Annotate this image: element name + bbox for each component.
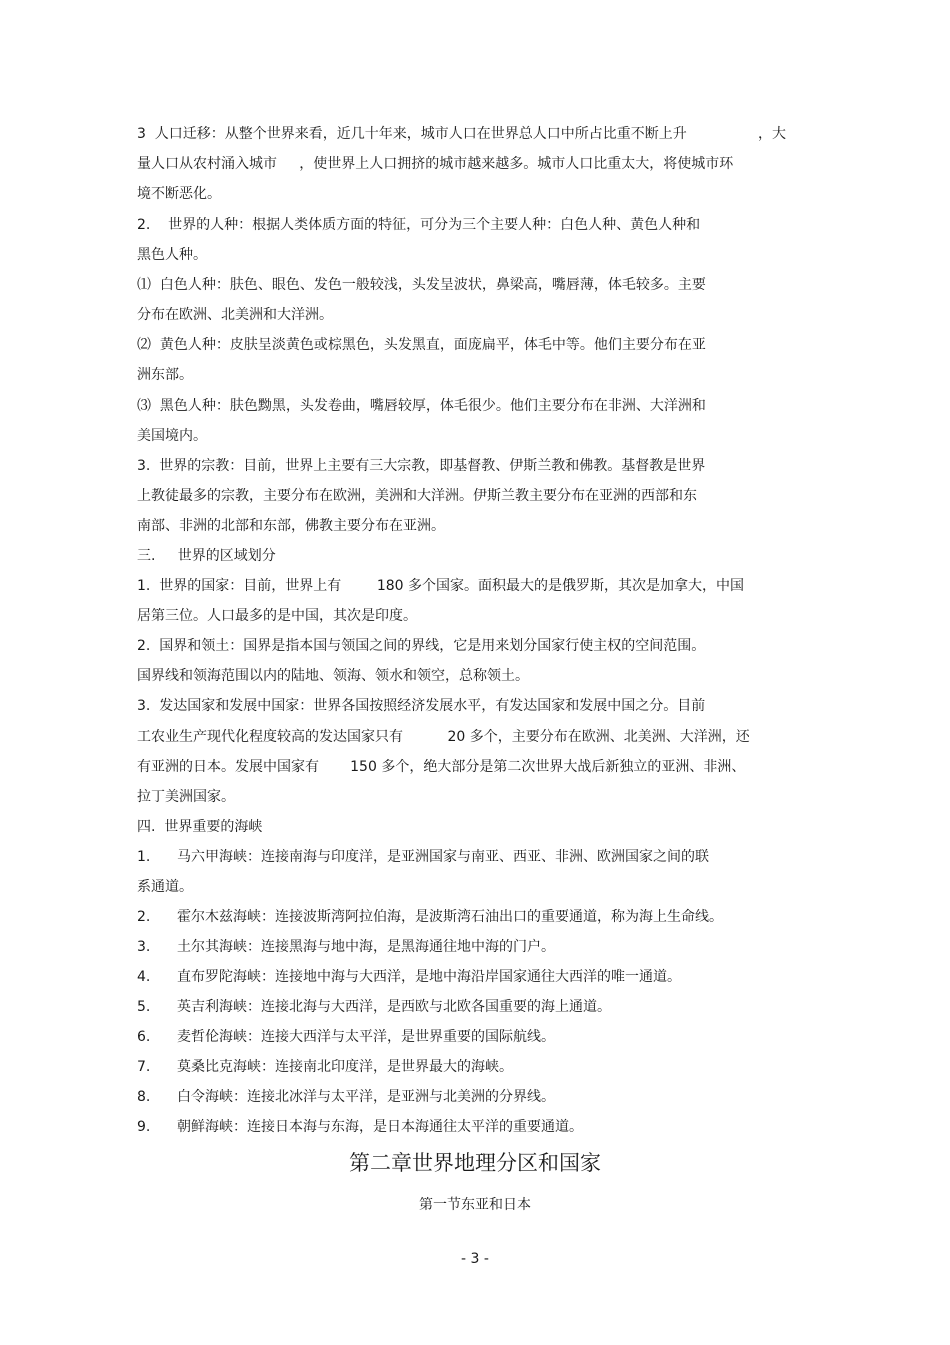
text-line: 居第三位。人口最多的是中国，其次是印度。 bbox=[137, 608, 417, 624]
text-line: 2. 世界的人种：根据人类体质方面的特征，可分为三个主要人种：白色人种、黄色人种和 bbox=[137, 217, 701, 233]
text-line: 4. 直布罗陀海峡：连接地中海与大西洋，是地中海沿岸国家通往大西洋的唯一通道。 bbox=[137, 969, 682, 985]
text-line: 洲东部。 bbox=[137, 367, 193, 383]
text-line: 1. 世界的国家：目前，世界上有 180 多个国家。面积最大的是俄罗斯，其次是加拿大，中国 bbox=[137, 578, 745, 594]
text-line: 黑色人种。 bbox=[137, 247, 207, 263]
text-line: 分布在欧洲、北美洲和大洋洲。 bbox=[137, 307, 333, 323]
text-line: 有亚洲的日本。发展中国家有 150 多个，绝大部分是第二次世界大战后新独立的亚洲、非洲、 bbox=[137, 759, 746, 775]
text-line: 拉丁美洲国家。 bbox=[137, 789, 235, 805]
text-line: 8. 白令海峡：连接北冰洋与太平洋，是亚洲与北美洲的分界线。 bbox=[137, 1089, 556, 1105]
text-line: 工农业生产现代化程度较高的发达国家只有 20 多个，主要分布在欧洲、北美洲、大洋洲，还 bbox=[137, 729, 750, 745]
text-line: 3. 发达国家和发展中国家：世界各国按照经济发展水平，有发达国家和发展中国之分。目前 bbox=[137, 698, 706, 714]
text-line: ⑶ 黑色人种：肤色黝黑，头发卷曲，嘴唇较厚，体毛很少。他们主要分布在非洲、大洋洲和 bbox=[137, 398, 706, 414]
text-line: 5. 英吉利海峡：连接北海与大西洋，是西欧与北欧各国重要的海上通道。 bbox=[137, 999, 612, 1015]
text-line: 2. 国界和领土：国界是指本国与领国之间的界线，它是用来划分国家行使主权的空间范围。 bbox=[137, 638, 706, 654]
text-line: 国界线和领海范围以内的陆地、领海、领水和领空，总称领土。 bbox=[137, 668, 529, 684]
text-line: 量人口从农村涌入城市 ，使世界上人口拥挤的城市越来越多。城市人口比重太大，将使城市环 bbox=[137, 156, 734, 172]
text-line: 境不断恶化。 bbox=[137, 186, 221, 202]
text-line: 南部、非洲的北部和东部，佛教主要分布在亚洲。 bbox=[137, 518, 445, 534]
text-line: 2. 霍尔木兹海峡：连接波斯湾阿拉伯海，是波斯湾石油出口的重要通道，称为海上生命线。 bbox=[137, 909, 724, 925]
text-line: 系通道。 bbox=[137, 879, 193, 895]
text-line: ⑵ 黄色人种：皮肤呈淡黄色或棕黑色，头发黑直，面庞扁平，体毛中等。他们主要分布在亚 bbox=[137, 337, 706, 353]
page-number: - 3 - bbox=[461, 1251, 489, 1267]
text-line: ⑴ 白色人种：肤色、眼色、发色一般较浅，头发呈波状，鼻梁高，嘴唇薄，体毛较多。主要 bbox=[137, 277, 706, 293]
text-line: 三. 世界的区域划分 bbox=[137, 548, 276, 564]
section-title: 第一节东亚和日本 bbox=[419, 1197, 531, 1213]
text-line: 美国境内。 bbox=[137, 428, 207, 444]
text-line: 上教徒最多的宗教，主要分布在欧洲，美洲和大洋洲。伊斯兰教主要分布在亚洲的西部和东 bbox=[137, 488, 697, 504]
text-line: 3. 世界的宗教：目前，世界上主要有三大宗教，即基督教、伊斯兰教和佛教。基督教是世界 bbox=[137, 458, 706, 474]
text-line: 9. 朝鲜海峡：连接日本海与东海，是日本海通往太平洋的重要通道。 bbox=[137, 1119, 584, 1135]
text-line: 3 人口迁移：从整个世界来看，近几十年来，城市人口在世界总人口中所占比重不断上升 ，大 bbox=[137, 126, 787, 142]
text-line: 3. 土尔其海峡：连接黑海与地中海，是黑海通往地中海的门户。 bbox=[137, 939, 556, 955]
text-line: 四. 世界重要的海峡 bbox=[137, 819, 263, 835]
chapter-title: 第二章世界地理分区和国家 bbox=[349, 1151, 601, 1175]
text-line: 6. 麦哲伦海峡：连接大西洋与太平洋，是世界重要的国际航线。 bbox=[137, 1029, 556, 1045]
text-line: 1. 马六甲海峡：连接南海与印度洋，是亚洲国家与南亚、西亚、非洲、欧洲国家之间的联 bbox=[137, 849, 710, 865]
text-line: 7. 莫桑比克海峡：连接南北印度洋，是世界最大的海峡。 bbox=[137, 1059, 514, 1075]
